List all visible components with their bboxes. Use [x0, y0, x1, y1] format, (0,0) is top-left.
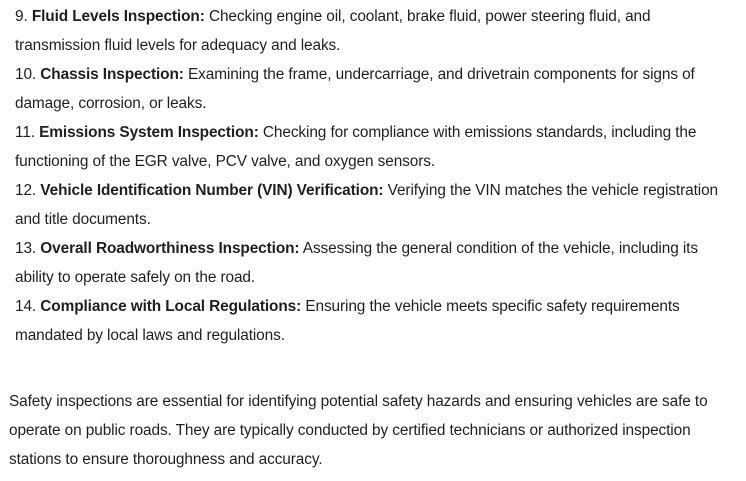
list-item — [15, 176, 736, 234]
list-item — [15, 2, 736, 60]
item-description: Ensuring the vehicle meets specific safety requirements mandated by local laws and regulations. — [15, 298, 680, 344]
summary-paragraph: Safety inspections are essential for identifying potential safety hazards and ensuring vehicles are safe to operate on public roads. They are typically conducted by certified technicians or authorized inspection stations to ensure thoroughness and accuracy. — [9, 393, 708, 468]
inspection-list — [9, 2, 736, 350]
item-number: 13. — [15, 240, 37, 257]
item-description: Checking engine oil, coolant, brake fluid, power steering fluid, and transmission fluid levels for adequacy and leaks. — [15, 8, 651, 54]
item-term: Vehicle Identification Number (VIN) Verification: — [40, 182, 384, 199]
item-term: Compliance with Local Regulations: — [40, 298, 302, 315]
item-term: Fluid Levels Inspection: — [31, 8, 205, 25]
list-item — [15, 234, 736, 292]
item-term: Overall Roadworthiness Inspection: — [40, 240, 300, 257]
item-term: Emissions System Inspection: — [39, 124, 259, 141]
list-item — [15, 60, 736, 118]
item-description: Examining the frame, undercarriage, and drivetrain components for signs of damage, corrosion, or leaks. — [15, 66, 695, 112]
item-description: Assessing the general condition of the vehicle, including its ability to operate safely on the road. — [15, 240, 698, 286]
item-number: 14. — [15, 298, 37, 315]
item-term: Chassis Inspection: — [40, 66, 184, 83]
item-number: 12. — [15, 182, 37, 199]
item-number: 10. — [15, 66, 37, 83]
item-description: Checking for compliance with emissions standards, including the functioning of the EGR valve, PCV valve, and oxygen sensors. — [15, 124, 697, 170]
list-item — [15, 292, 736, 350]
list-item — [15, 118, 736, 176]
item-number: 11. — [15, 124, 35, 141]
item-number: 9. — [15, 8, 28, 25]
item-description: Verifying the VIN matches the vehicle registration and title documents. — [15, 182, 718, 228]
